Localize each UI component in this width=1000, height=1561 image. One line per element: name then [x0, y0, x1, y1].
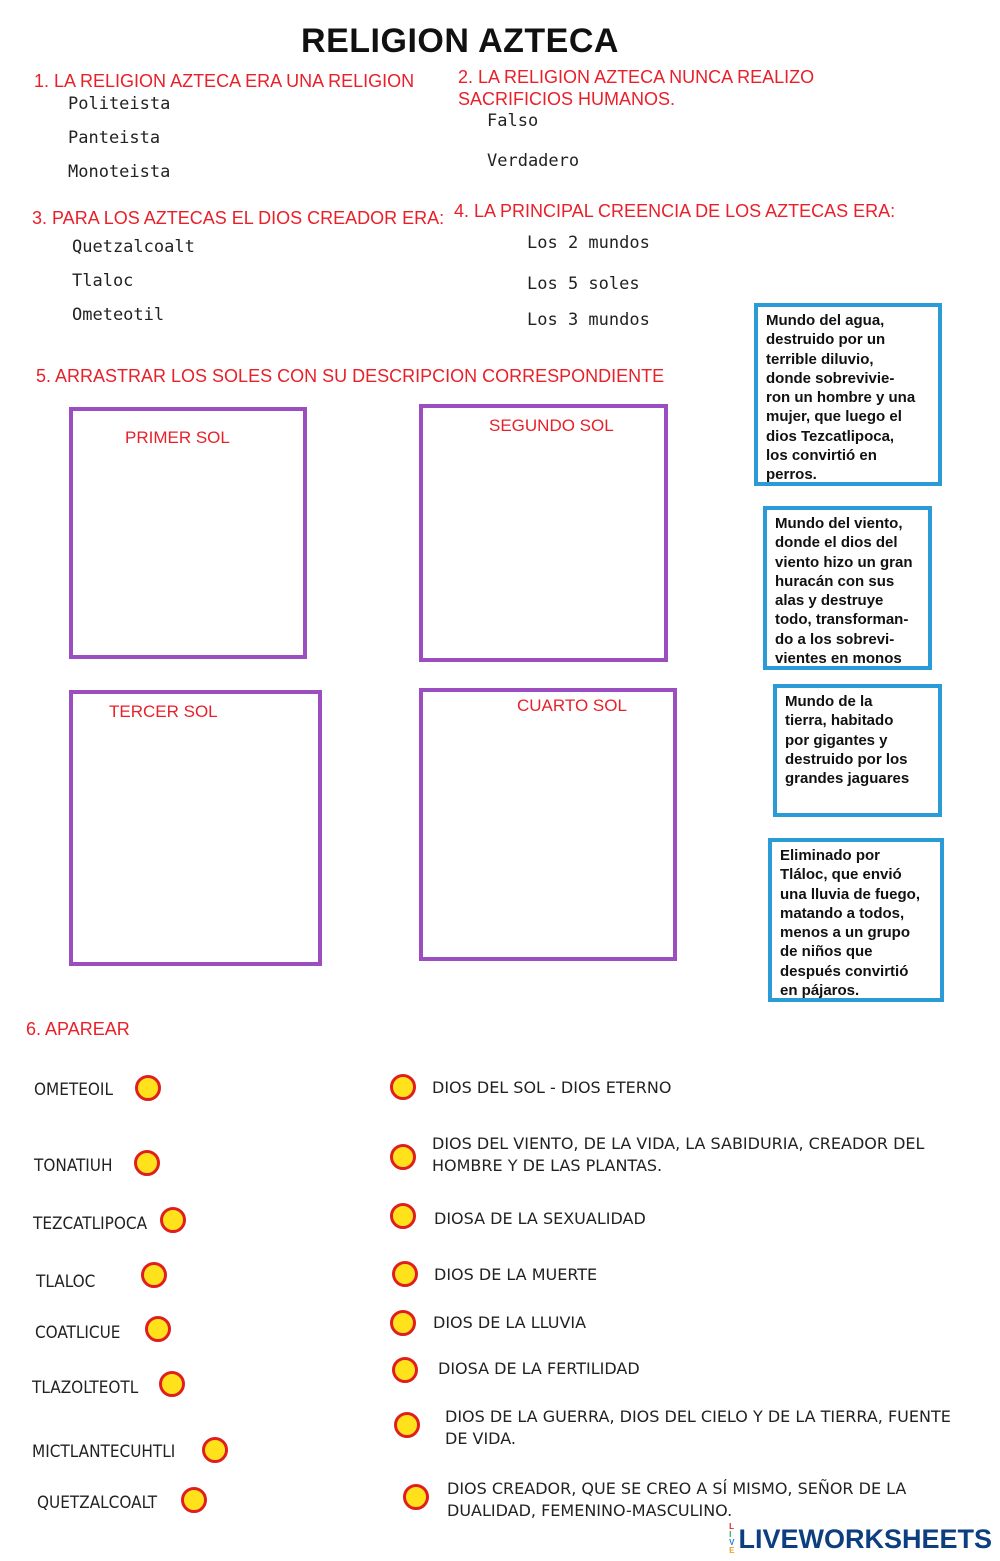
q4-option-3-mundos[interactable]: Los 3 mundos: [527, 310, 650, 330]
match-dot-desc-2[interactable]: [390, 1144, 416, 1170]
card-line: grandes jaguares: [785, 770, 910, 788]
logo-mark-letter: V: [729, 1538, 735, 1547]
drop-box-tercer-sol[interactable]: [69, 690, 322, 966]
page-title: RELIGION AZTECA: [301, 22, 619, 60]
match-dot-desc-7[interactable]: [394, 1412, 420, 1438]
liveworksheets-logo: [729, 1523, 992, 1555]
god-coatlicue: COATLICUE: [35, 1323, 121, 1343]
match-dot-ometeoil[interactable]: [135, 1075, 161, 1101]
drag-card-fuego[interactable]: [768, 838, 944, 1002]
drop-box-label: TERCER SOL: [109, 702, 218, 721]
description-line: HOMBRE Y DE LAS PLANTAS.: [432, 1156, 663, 1175]
god-tonatiuh: TONATIUH: [34, 1156, 113, 1176]
drop-box-label: SEGUNDO SOL: [489, 416, 614, 435]
logo-mark-letter: L: [729, 1522, 735, 1531]
card-line: todo, transforman-: [775, 611, 909, 629]
match-dot-desc-3[interactable]: [390, 1203, 416, 1229]
description-line: DIOS DEL SOL - DIOS ETERNO: [432, 1078, 672, 1097]
card-line: mujer, que luego el: [766, 408, 902, 426]
card-line: una lluvia de fuego,: [780, 885, 921, 903]
god-quetzalcoalt: QUETZALCOALT: [37, 1493, 158, 1513]
match-dot-tlaloc[interactable]: [141, 1262, 167, 1288]
drag-card-tierra[interactable]: [773, 684, 942, 817]
question-2-line1: 2. LA RELIGION AZTECA NUNCA REALIZO: [458, 67, 815, 87]
card-line: huracán con sus: [775, 572, 895, 590]
description-line: DUALIDAD, FEMENINO-MASCULINO.: [447, 1501, 733, 1520]
card-line: Tláloc, que envió: [780, 866, 902, 884]
match-dot-desc-1[interactable]: [390, 1074, 416, 1100]
god-tlazolteotl: TLAZOLTEOTL: [32, 1378, 139, 1398]
card-line: destruido por un: [766, 331, 886, 349]
god-ometeoil: OMETEOIL: [34, 1080, 113, 1100]
q3-option-ometeotil[interactable]: Ometeotil: [72, 305, 165, 325]
match-dot-desc-8[interactable]: [403, 1484, 429, 1510]
drag-card-agua[interactable]: [754, 303, 942, 486]
q4-option-5-soles[interactable]: Los 5 soles: [527, 274, 640, 294]
description-5: [433, 1312, 586, 1334]
description-6: [438, 1358, 640, 1380]
q3-option-quetzalcoalt[interactable]: Quetzalcoalt: [72, 237, 195, 257]
card-line: vientes en monos: [775, 650, 902, 668]
match-dot-tezcatlipoca[interactable]: [160, 1207, 186, 1233]
card-line: menos a un grupo: [780, 924, 911, 942]
match-dot-desc-6[interactable]: [392, 1357, 418, 1383]
drag-card-viento[interactable]: [763, 506, 932, 670]
description-2: [432, 1133, 924, 1177]
drop-box-primer-sol[interactable]: [69, 407, 307, 659]
q3-option-tlaloc[interactable]: Tlaloc: [72, 271, 134, 291]
question-2-line2: SACRIFICIOS HUMANOS.: [458, 89, 676, 109]
match-dot-tonatiuh[interactable]: [134, 1150, 160, 1176]
card-line: ron un hombre y una: [766, 389, 916, 407]
card-line: los convirtió en: [766, 447, 877, 465]
god-mictlantecuhtli: MICTLANTECUHTLI: [32, 1442, 176, 1462]
description-8: [447, 1478, 906, 1522]
description-line: DE VIDA.: [445, 1429, 516, 1448]
q4-option-2-mundos[interactable]: Los 2 mundos: [527, 233, 650, 253]
card-line: matando a todos,: [780, 904, 905, 922]
card-line: después convirtió: [780, 962, 909, 980]
drop-box-cuarto-sol[interactable]: [419, 688, 677, 961]
drop-box-label: CUARTO SOL: [517, 696, 627, 715]
logo-mark-letter: I: [729, 1530, 732, 1539]
card-line: destruido por los: [785, 750, 908, 768]
description-line: DIOS DEL VIENTO, DE LA VIDA, LA SABIDURIA, CREADOR DEL: [432, 1134, 925, 1153]
description-3: [434, 1208, 646, 1230]
match-dot-tlazolteotl[interactable]: [159, 1371, 185, 1397]
match-dot-coatlicue[interactable]: [145, 1316, 171, 1342]
description-line: DIOS DE LA MUERTE: [434, 1265, 598, 1284]
card-line: tierra, habitado: [785, 712, 894, 730]
description-7: [445, 1406, 951, 1450]
q2-option-falso[interactable]: Falso: [487, 111, 539, 131]
q1-option-monoteista[interactable]: Monoteista: [68, 162, 171, 182]
card-line: en pájaros.: [780, 982, 860, 1000]
description-4: [434, 1264, 597, 1286]
q1-option-politeista[interactable]: Politeista: [68, 94, 171, 114]
description-line: DIOS CREADOR, QUE SE CREO A SÍ MISMO, SEÑOR DE LA: [447, 1479, 907, 1498]
logo-mark-icon: [729, 1523, 734, 1555]
card-line: donde sobrevivie-: [766, 369, 895, 387]
match-dot-desc-4[interactable]: [392, 1261, 418, 1287]
q2-option-verdadero[interactable]: Verdadero: [487, 151, 580, 171]
question-3: 3. PARA LOS AZTECAS EL DIOS CREADOR ERA:: [32, 208, 445, 228]
logo-text: LIVEWORKSHEETS: [738, 1523, 992, 1554]
card-line: Eliminado por: [780, 847, 881, 864]
logo-mark-letter: E: [729, 1546, 735, 1555]
card-line: Mundo del agua,: [766, 312, 885, 329]
match-dot-mictlantecuhtli[interactable]: [202, 1437, 228, 1463]
card-line: donde el dios del: [775, 534, 898, 552]
card-line: viento hizo un gran: [775, 553, 913, 571]
god-tezcatlipoca: TEZCATLIPOCA: [33, 1214, 148, 1234]
card-line: do a los sobrevi-: [775, 630, 895, 648]
god-tlaloc: TLALOC: [36, 1272, 96, 1292]
card-line: por gigantes y: [785, 731, 888, 749]
drop-box-label: PRIMER SOL: [125, 428, 230, 447]
card-line: Mundo de la: [785, 693, 873, 710]
description-1: [432, 1077, 671, 1099]
question-6: 6. APAREAR: [26, 1019, 130, 1039]
description-line: DIOS DE LA LLUVIA: [433, 1313, 587, 1332]
q1-option-panteista[interactable]: Panteista: [68, 128, 161, 148]
drop-box-segundo-sol[interactable]: [419, 404, 668, 662]
match-dot-quetzalcoalt[interactable]: [181, 1487, 207, 1513]
description-line: DIOSA DE LA FERTILIDAD: [438, 1359, 640, 1378]
description-line: DIOSA DE LA SEXUALIDAD: [434, 1209, 646, 1228]
card-line: perros.: [766, 466, 817, 484]
description-line: DIOS DE LA GUERRA, DIOS DEL CIELO Y DE LA TIERRA, FUENTE: [445, 1407, 951, 1426]
question-5: 5. ARRASTRAR LOS SOLES CON SU DESCRIPCION CORRESPONDIENTE: [36, 366, 665, 386]
card-line: alas y destruye: [775, 592, 884, 610]
card-line: de niños que: [780, 943, 873, 961]
question-1: 1. LA RELIGION AZTECA ERA UNA RELIGION: [34, 71, 415, 91]
question-4: 4. LA PRINCIPAL CREENCIA DE LOS AZTECAS ERA:: [454, 201, 896, 221]
match-dot-desc-5[interactable]: [390, 1310, 416, 1336]
card-line: dios Tezcatlipoca,: [766, 427, 895, 445]
card-line: Mundo del viento,: [775, 515, 903, 532]
card-line: terrible diluvio,: [766, 350, 874, 368]
